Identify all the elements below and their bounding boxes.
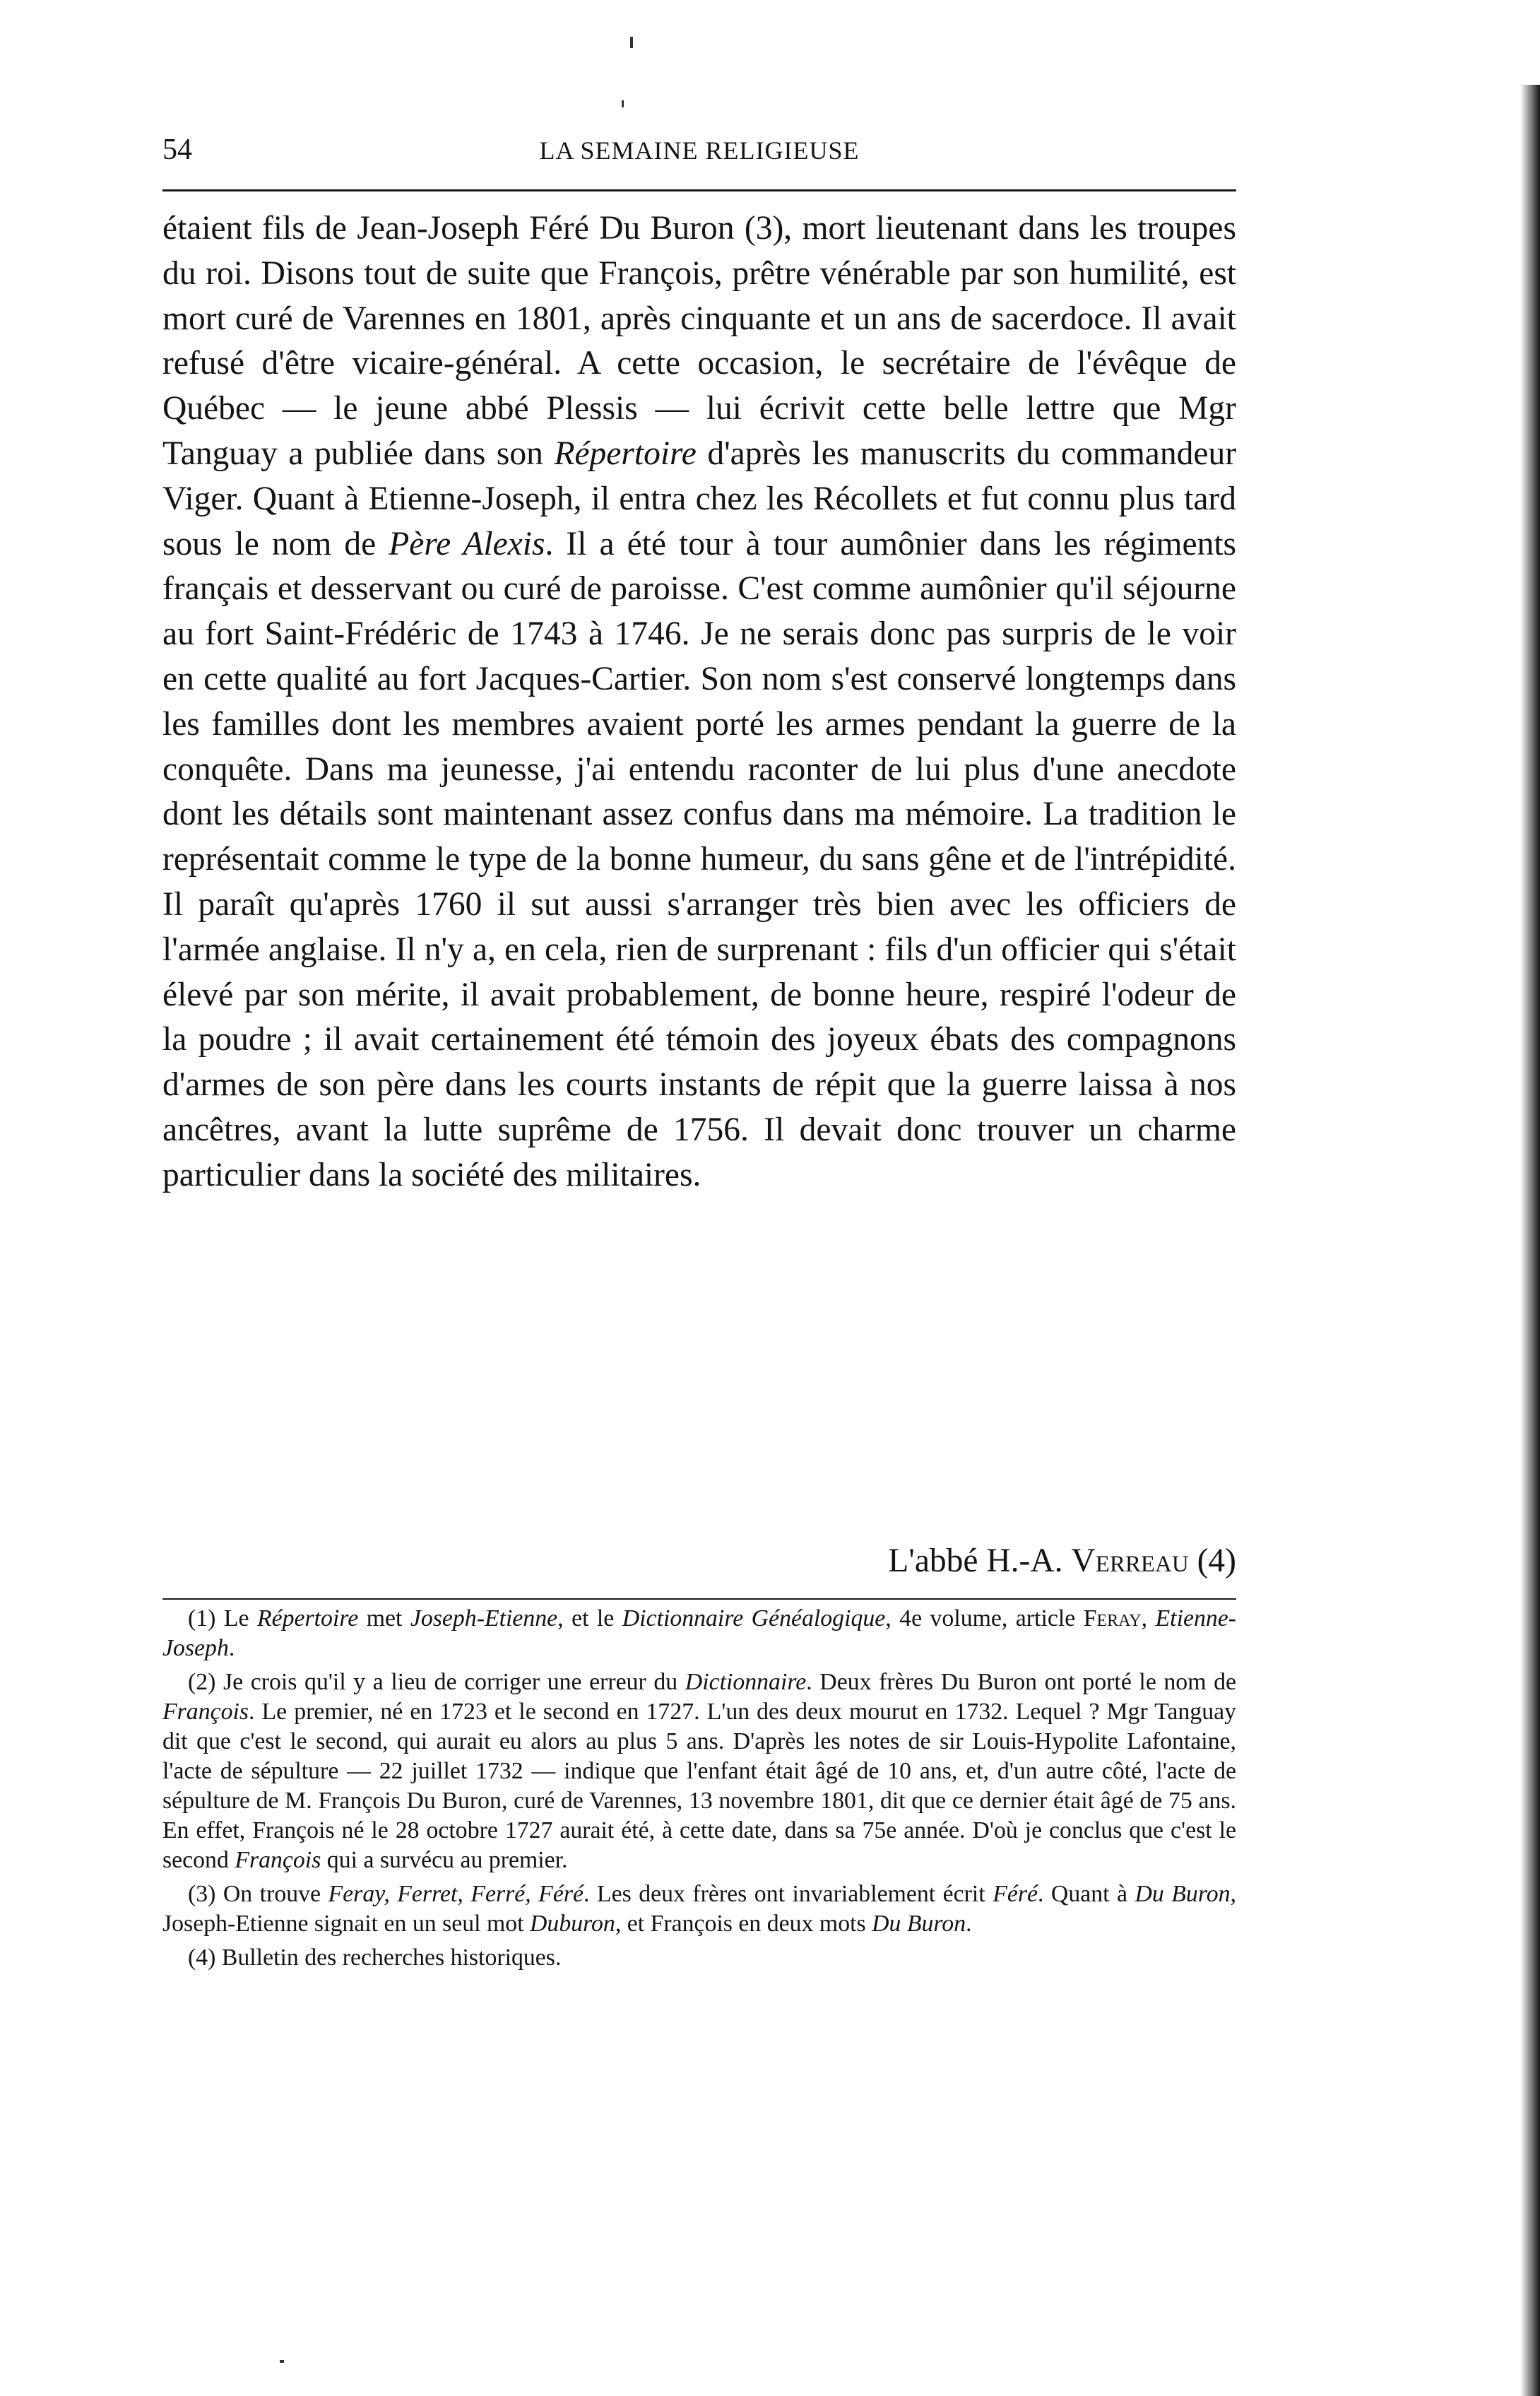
footnote-text: , Joseph-Etienne signait en un seul mot	[162, 1881, 1236, 1937]
page-number: 54	[162, 134, 192, 166]
signature-surname: Verreau	[1071, 1542, 1189, 1579]
footnote-text: . Les deux frères ont invariablement écrit	[584, 1881, 993, 1907]
signature-prefix: L'abbé H.-A.	[888, 1542, 1072, 1579]
footnote-text: (2) Je crois qu'il y a lieu de corriger une erreur du	[188, 1669, 685, 1695]
footnote-italic: Etienne-Joseph	[162, 1605, 1237, 1661]
footnote-text: , et François en deux mots	[615, 1911, 872, 1937]
body-text-segment: d'après les manuscrits du commandeur Viger. Quant à Etienne-Joseph, il entra chez les Récollets et fut connu plus tard sous le nom de	[162, 435, 1237, 562]
footnote-3	[162, 1879, 1236, 1939]
footnote-italic: Duburon	[530, 1911, 615, 1937]
header-rule	[162, 189, 1236, 191]
footnote-italic: Feray, Ferret, Ferré, Féré	[328, 1881, 584, 1907]
author-signature	[888, 1542, 1236, 1580]
body-italic-title: Répertoire	[554, 435, 697, 472]
footnote-text: (4) Bulletin des recherches historiques.	[188, 1944, 562, 1971]
footnote-text: .	[228, 1635, 235, 1661]
page-header	[162, 133, 1236, 175]
footnote-italic: Dictionnaire Généalogique	[622, 1605, 886, 1631]
footnote-italic: Répertoire	[256, 1605, 359, 1631]
footnote-italic: François	[162, 1699, 249, 1725]
running-title: LA SEMAINE RELIGIEUSE	[539, 136, 860, 165]
footnote-italic: Joseph-Etienne	[410, 1605, 558, 1631]
scan-speck	[280, 2360, 284, 2363]
footnote-text: ,	[1141, 1605, 1156, 1631]
footnote-text: .	[966, 1911, 972, 1937]
footnote-italic: Dictionnaire	[685, 1669, 807, 1695]
binding-shadow	[1520, 85, 1540, 2396]
body-text-segment: étaient fils de Jean-Joseph Féré Du Buron (3), mort lieutenant dans les troupes du roi. Disons tout de suite que François, prêtre vénérable par son humilité, est mort curé de Varennes en 1801, après cinquante et un ans de sacerdoce. Il avait refusé d'être vicaire-général. A cette occasion, le secrétaire de l'évêque de Québec — le jeune abbé Plessis — lui écrivit cette belle lettre que Mgr Tanguay a publiée dans son	[162, 210, 1236, 472]
footnote-text: qui a survécu au premier.	[321, 1847, 568, 1873]
footnotes	[162, 1604, 1236, 1977]
footnote-smallcaps: Feray	[1083, 1605, 1142, 1631]
body-italic-name: Père Alexis	[389, 525, 545, 562]
body-text-segment: . Il a été tour à tour aumônier dans les régiments français et desservant ou curé de paroisse. C'est comme aumônier qu'il séjourne au fort Saint-Frédéric de 1743 à 1746. Je ne serais donc pas surpris de le voir en cette qualité au fort Jacques-Cartier. Son nom s'est conservé longtemps dans les familles dont les membres avaient porté les armes pendant la guerre de la conquête. Dans ma jeunesse, j'ai entendu raconter de lui plus d'une anecdote dont les détails sont maintenant assez confus dans ma mémoire. La tradition le représentait comme le type de la bonne humeur, du sans gêne et de l'intrépidité. Il paraît qu'après 1760 il sut aussi s'arranger très bien avec les officiers de l'armée anglaise. Il n'y a, en cela, rien de surprenant : fils d'un officier qui s'était élevé par son mérite, il avait probablement, de bonne heure, respiré l'odeur de la poudre ; il avait certainement été témoin des joyeux ébats des compagnons d'armes de son père dans les courts instants de répit que la guerre laissa à nos ancêtres, avant la lutte suprême de 1756. Il devait donc trouver un charme particulier dans la société des militaires.	[162, 525, 1237, 1193]
footnote-italic: Du Buron	[1135, 1881, 1231, 1907]
footnote-2	[162, 1668, 1236, 1875]
scan-speck	[630, 37, 633, 48]
footnote-1	[162, 1604, 1236, 1663]
footnote-text: (3) On trouve	[188, 1881, 328, 1907]
footnote-text: . Le premier, né en 1723 et le second en 1727. L'un des deux mourut en 1732. Lequel ? Mgr Tanguay dit que c'est le second, qui aurait eu alors au plus 5 ans. D'après les notes de sir Louis-Hypolite Lafontaine, l'acte de sépulture — 22 juillet 1732 — indique que l'enfant était âgé de 10 ans, et, d'un autre côté, l'acte de sépulture de M. François Du Buron, curé de Varennes, 13 novembre 1801, dit que ce dernier était âgé de 75 ans. En effet, François né le 28 octobre 1727 aurait été, à cette date, dans sa 75e année. D'où je conclus que c'est le second	[162, 1699, 1236, 1873]
footnote-italic: Féré	[993, 1881, 1038, 1907]
scan-speck	[622, 100, 624, 107]
footnote-text: met	[358, 1605, 410, 1631]
footnote-italic: Du Buron	[872, 1911, 966, 1937]
footnote-text: , et le	[557, 1605, 622, 1631]
body-paragraph	[162, 206, 1236, 1198]
footnote-rule	[162, 1598, 1236, 1600]
footnote-text: . Deux frères Du Buron ont porté le nom de	[806, 1669, 1236, 1695]
footnote-4	[162, 1943, 1236, 1973]
footnote-text: (1) Le	[188, 1605, 257, 1631]
footnote-text: . Quant à	[1038, 1881, 1135, 1907]
signature-note-ref: (4)	[1188, 1542, 1236, 1579]
footnote-italic: François	[235, 1847, 321, 1873]
footnote-text: , 4e volume, article	[885, 1605, 1084, 1631]
